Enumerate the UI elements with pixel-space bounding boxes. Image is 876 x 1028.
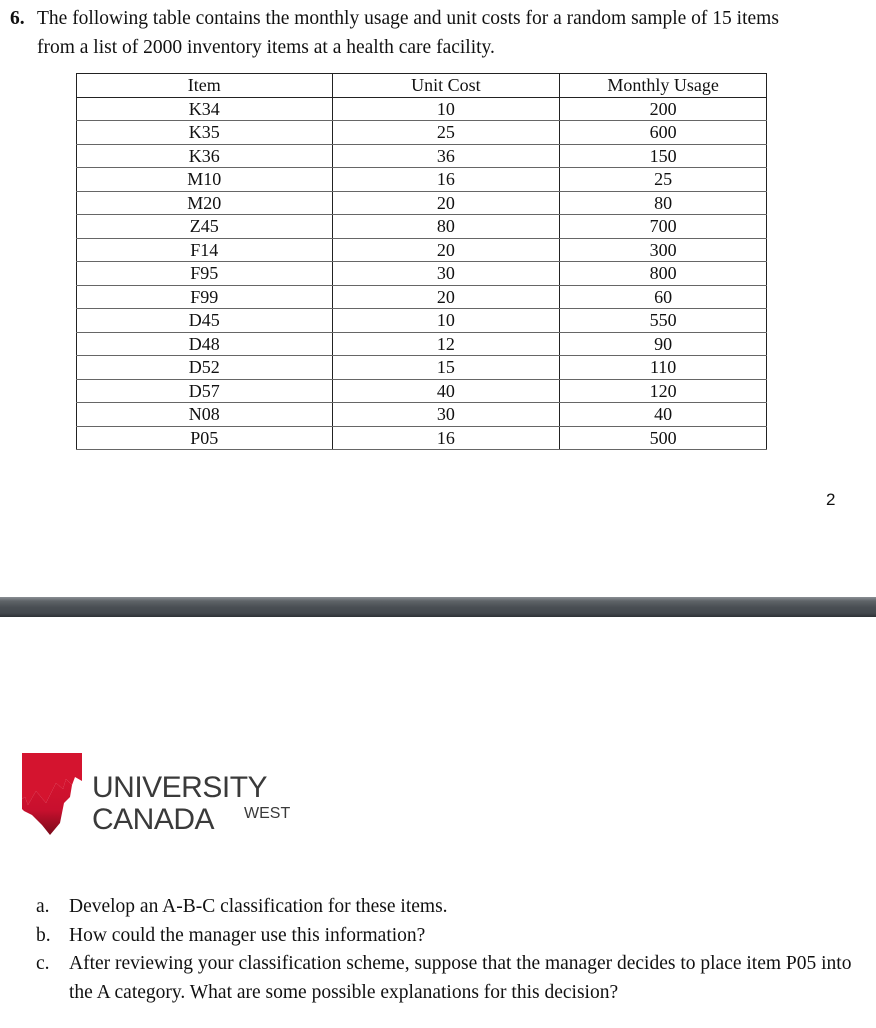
cell-monthly-usage: 600 <box>560 121 767 145</box>
maple-leaf-icon <box>20 753 90 837</box>
table-row <box>77 403 767 427</box>
cell-item: K36 <box>77 144 333 168</box>
cell-unit-cost: 16 <box>332 168 560 192</box>
header-item: Item <box>77 74 333 98</box>
cell-item: M10 <box>77 168 333 192</box>
cell-monthly-usage: 40 <box>560 403 767 427</box>
table-row <box>77 356 767 380</box>
cell-monthly-usage: 120 <box>560 379 767 403</box>
part-b <box>36 922 856 951</box>
question-number: 6. <box>10 8 25 29</box>
table-row <box>77 168 767 192</box>
question-line-1 <box>10 4 860 33</box>
cell-item: F95 <box>77 262 333 286</box>
part-c-text: After reviewing your classification scheme, suppose that the manager decides to place item P05 into the A category. What are some possible explanations for this decision? <box>69 953 852 1003</box>
table-row <box>77 309 767 333</box>
header-monthly-usage: Monthly Usage <box>560 74 767 98</box>
cell-unit-cost: 30 <box>332 403 560 427</box>
cell-item: D52 <box>77 356 333 380</box>
cell-item: M20 <box>77 191 333 215</box>
cell-item: F14 <box>77 238 333 262</box>
university-logo <box>20 753 310 843</box>
question-parts <box>36 893 856 1007</box>
table-row <box>77 144 767 168</box>
table-row <box>77 121 767 145</box>
cell-unit-cost: 16 <box>332 426 560 450</box>
cell-unit-cost: 10 <box>332 97 560 121</box>
header-unit-cost: Unit Cost <box>332 74 560 98</box>
cell-unit-cost: 25 <box>332 121 560 145</box>
cell-monthly-usage: 800 <box>560 262 767 286</box>
cell-unit-cost: 12 <box>332 332 560 356</box>
cell-monthly-usage: 90 <box>560 332 767 356</box>
cell-item: N08 <box>77 403 333 427</box>
question-text <box>10 4 860 62</box>
cell-unit-cost: 20 <box>332 285 560 309</box>
table-row <box>77 332 767 356</box>
cell-monthly-usage: 700 <box>560 215 767 239</box>
part-a-text: Develop an A-B-C classification for these items. <box>69 896 448 917</box>
cell-monthly-usage: 300 <box>560 238 767 262</box>
page-number: 2 <box>826 490 836 509</box>
cell-unit-cost: 30 <box>332 262 560 286</box>
logo-west-text: WEST <box>244 805 291 822</box>
table-row <box>77 215 767 239</box>
logo-university-text: UNIVERSITY <box>92 771 268 804</box>
table-row <box>77 238 767 262</box>
cell-unit-cost: 20 <box>332 238 560 262</box>
cell-monthly-usage: 500 <box>560 426 767 450</box>
table-body <box>77 97 767 450</box>
cell-unit-cost: 80 <box>332 215 560 239</box>
part-a-letter: a. <box>36 896 50 917</box>
cell-item: K34 <box>77 97 333 121</box>
cell-item: P05 <box>77 426 333 450</box>
cell-monthly-usage: 110 <box>560 356 767 380</box>
cell-monthly-usage: 200 <box>560 97 767 121</box>
cell-unit-cost: 20 <box>332 191 560 215</box>
part-c <box>36 950 856 1007</box>
part-b-text: How could the manager use this information? <box>69 924 426 946</box>
table-row <box>77 191 767 215</box>
cell-item: D57 <box>77 379 333 403</box>
cell-unit-cost: 40 <box>332 379 560 403</box>
page-divider <box>0 597 876 617</box>
cell-monthly-usage: 25 <box>560 168 767 192</box>
cell-monthly-usage: 60 <box>560 285 767 309</box>
cell-item: F99 <box>77 285 333 309</box>
table-row <box>77 285 767 309</box>
question-line-2: from a list of 2000 inventory items at a health care facility. <box>37 37 495 58</box>
cell-item: K35 <box>77 121 333 145</box>
part-c-letter: c. <box>36 953 50 974</box>
cell-monthly-usage: 80 <box>560 191 767 215</box>
table-header-row <box>77 74 767 98</box>
cell-monthly-usage: 150 <box>560 144 767 168</box>
cell-unit-cost: 10 <box>332 309 560 333</box>
table-row <box>77 426 767 450</box>
part-a <box>36 893 856 922</box>
logo-canada-text: CANADA <box>92 803 215 836</box>
cell-monthly-usage: 550 <box>560 309 767 333</box>
table-row <box>77 97 767 121</box>
cell-item: D48 <box>77 332 333 356</box>
cell-unit-cost: 36 <box>332 144 560 168</box>
inventory-table <box>76 73 767 450</box>
part-b-letter: b. <box>36 924 51 946</box>
table-row <box>77 379 767 403</box>
question-intro: The following table contains the monthly usage and unit costs for a random sample of 15 items <box>37 8 779 29</box>
cell-item: D45 <box>77 309 333 333</box>
cell-unit-cost: 15 <box>332 356 560 380</box>
cell-item: Z45 <box>77 215 333 239</box>
table-row <box>77 262 767 286</box>
